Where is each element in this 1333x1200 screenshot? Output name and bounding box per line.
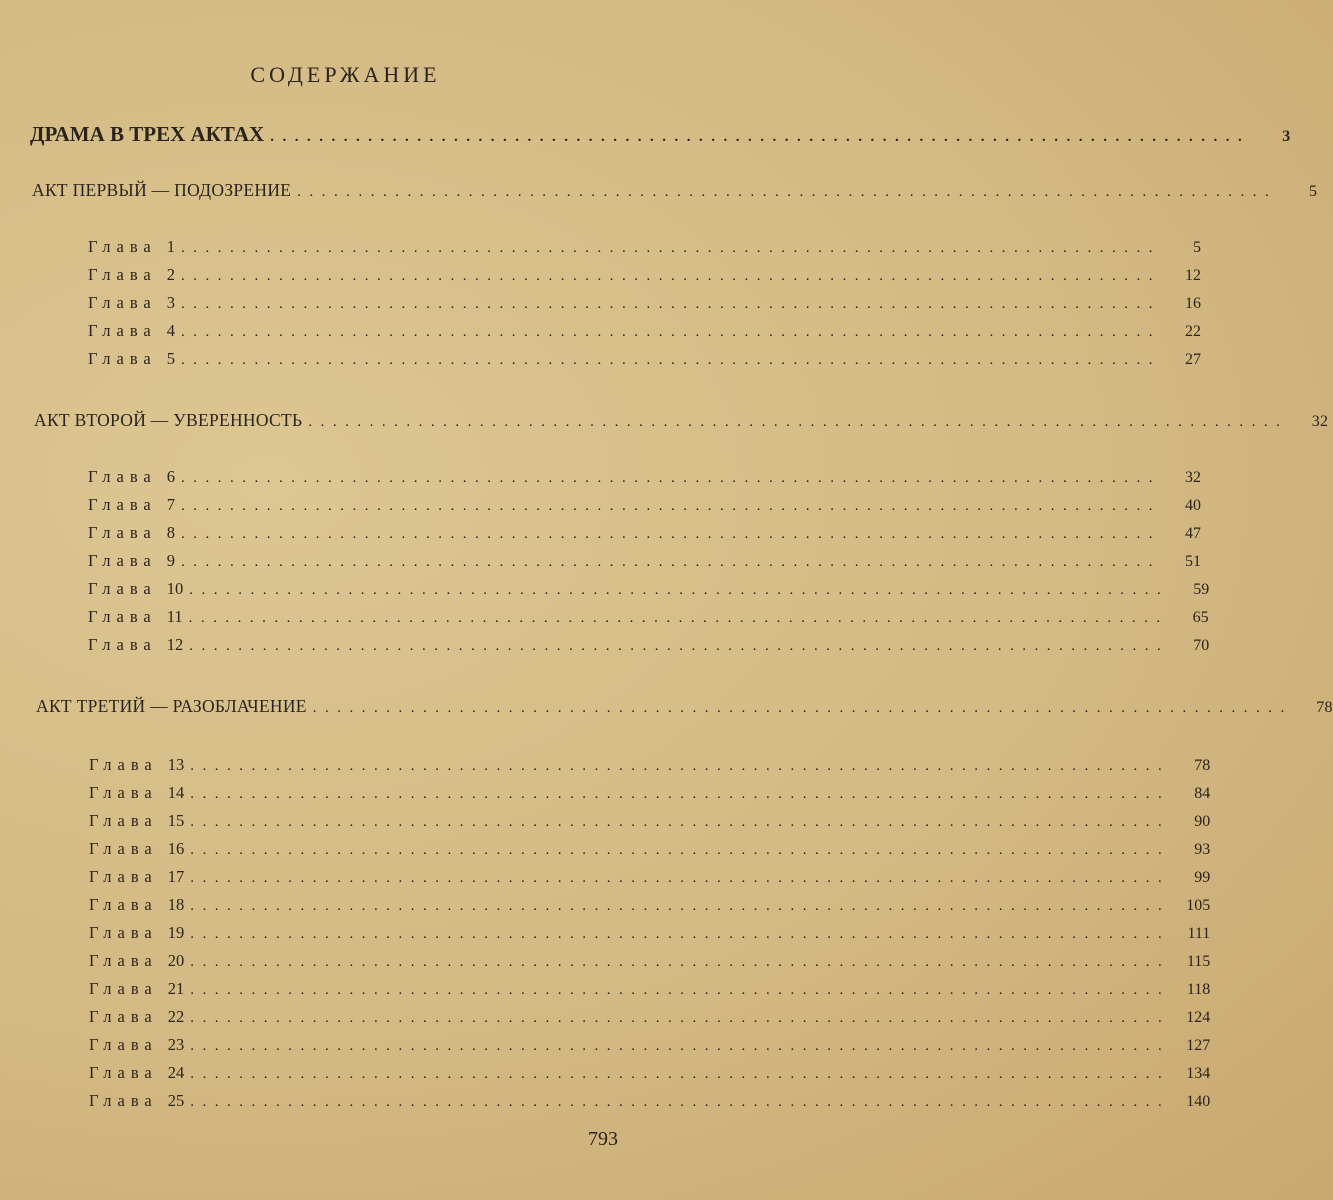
act-page: 78 [1316,699,1333,716]
chapter-word: Глава [88,495,157,514]
leader-dots: ................................................................................ [181,352,1162,368]
chapter-row [89,783,1211,803]
chapter-number: 18 [167,895,185,914]
chapter-page: 27 [1185,351,1202,368]
chapter-row [88,635,1210,655]
leader-dots: ................................................................................ [297,184,1278,200]
leader-dots: ................................................................................ [190,758,1171,774]
leader-dots: ................................................................................ [190,870,1171,886]
chapter-page: 12 [1185,267,1202,284]
chapter-number: 13 [167,755,185,774]
chapter-word: Глава [88,551,157,570]
chapter-row [89,867,1211,887]
chapter-number: 22 [167,1007,185,1026]
leader-dots: ................................................................................ [190,814,1171,830]
chapter-number: 16 [167,839,185,858]
chapter-word: Глава [89,839,158,858]
leader-dots: ................................................................................ [189,638,1170,654]
chapter-page: 134 [1186,1065,1211,1082]
chapter-row [88,579,1210,599]
chapter-page: 118 [1186,981,1211,998]
chapter-row [89,1007,1211,1027]
leader-dots: ................................................................................ [181,268,1162,284]
leader-dots: ................................................................................ [190,982,1171,998]
chapter-row [89,923,1211,943]
leader-dots: ................................................................................ [312,700,1293,716]
chapter-row [88,321,1202,341]
toc-main-page: 3 [1282,128,1291,145]
leader-dots: ................................................................................ [181,470,1162,486]
chapter-word: Глава [89,1007,158,1026]
leader-dots: ................................................................................ [188,610,1169,626]
chapter-page: 65 [1192,609,1209,626]
chapter-number: 24 [167,1063,185,1082]
leader-dots: ................................................................................ [190,842,1171,858]
chapter-word: Глава [89,1063,158,1082]
chapter-number: 2 [166,265,176,284]
chapter-word: Глава [89,979,158,998]
chapter-row [88,495,1202,515]
chapter-number: 19 [167,923,185,942]
chapter-page: 90 [1194,813,1211,830]
chapter-number: 4 [166,321,176,340]
chapter-word: Глава [88,349,157,368]
chapter-page: 22 [1185,323,1202,340]
toc-act-1 [32,180,1318,201]
chapter-word: Глава [88,607,157,626]
chapter-word: Глава [89,1091,158,1110]
chapter-word: Глава [89,811,158,830]
chapter-word: Глава [89,923,158,942]
leader-dots: ................................................................................ [190,926,1171,942]
chapter-word: Глава [88,265,157,284]
chapter-page: 140 [1186,1093,1211,1110]
chapter-page: 16 [1185,295,1202,312]
chapter-row [89,755,1211,775]
chapter-row [89,979,1211,999]
chapter-number: 10 [166,579,184,598]
page-number: 793 [588,1128,618,1150]
chapter-page: 47 [1185,525,1202,542]
chapter-word: Глава [88,293,157,312]
leader-dots: ................................................................................ [190,786,1171,802]
chapter-page: 70 [1193,637,1210,654]
chapter-word: Глава [88,635,157,654]
leader-dots: ................................................................................ [181,240,1162,256]
page-title: СОДЕРЖАНИЕ [250,62,441,87]
chapter-row [89,1063,1211,1083]
chapter-row [88,467,1202,487]
leader-dots: ................................................................................ [181,526,1162,542]
chapter-number: 12 [166,635,184,654]
chapter-word: Глава [89,783,158,802]
chapter-page: 51 [1185,553,1202,570]
chapter-number: 17 [167,867,185,886]
toc-act-3 [36,696,1333,717]
chapter-number: 23 [167,1035,185,1054]
chapter-page: 40 [1185,497,1202,514]
chapter-number: 8 [166,523,176,542]
leader-dots: ................................................................................ [270,129,1251,145]
chapter-number: 14 [167,783,185,802]
leader-dots: ................................................................................ [190,1010,1171,1026]
chapter-number: 25 [167,1091,185,1110]
chapter-row [88,293,1202,313]
leader-dots: ................................................................................ [190,898,1171,914]
leader-dots: ................................................................................ [181,324,1162,340]
toc-act-2 [34,410,1329,431]
chapter-row [88,265,1202,285]
chapter-word: Глава [89,755,158,774]
chapter-number: 20 [167,951,185,970]
leader-dots: ................................................................................ [181,498,1162,514]
act-page: 5 [1308,183,1318,200]
toc-main-label: ДРАМА В ТРЕХ АКТАХ [30,122,265,146]
chapter-page: 115 [1186,953,1211,970]
chapter-row [89,951,1211,971]
chapter-page: 32 [1185,469,1202,486]
chapter-word: Глава [89,1035,158,1054]
chapter-page: 5 [1193,239,1202,256]
chapter-page: 78 [1194,757,1211,774]
chapter-row [89,811,1211,831]
chapter-row [89,895,1211,915]
chapter-page: 84 [1194,785,1211,802]
chapter-word: Глава [89,867,158,886]
chapter-page: 111 [1187,925,1211,942]
chapter-number: 1 [166,237,176,256]
leader-dots: ................................................................................ [190,1038,1171,1054]
chapter-word: Глава [89,895,158,914]
chapter-word: Глава [88,237,157,256]
chapter-row [89,1091,1211,1111]
act-label: АКТ ТРЕТИЙ — РАЗОБЛАЧЕНИЕ [36,696,307,716]
chapter-page: 127 [1186,1037,1211,1054]
chapter-page: 99 [1194,869,1211,886]
chapter-row [88,523,1202,543]
leader-dots: ................................................................................ [181,554,1162,570]
chapter-number: 11 [166,607,183,626]
chapter-word: Глава [88,467,157,486]
chapter-page: 124 [1186,1009,1211,1026]
toc-main-entry [30,122,1291,147]
chapter-number: 6 [166,467,176,486]
leader-dots: ................................................................................ [189,582,1170,598]
chapter-row [88,237,1202,257]
chapter-number: 5 [166,349,176,368]
chapter-word: Глава [88,523,157,542]
chapter-number: 7 [166,495,176,514]
leader-dots: ................................................................................ [181,296,1162,312]
leader-dots: ................................................................................ [190,954,1171,970]
chapter-page: 105 [1186,897,1211,914]
chapter-row [89,839,1211,859]
chapter-row [88,551,1202,571]
chapter-number: 21 [167,979,185,998]
chapter-row [89,1035,1211,1055]
chapter-row [88,349,1202,369]
chapter-number: 3 [166,293,176,312]
chapter-row [88,607,1209,627]
chapter-word: Глава [88,321,157,340]
chapter-page: 59 [1193,581,1210,598]
chapter-number: 9 [166,551,176,570]
act-page: 32 [1311,413,1329,430]
act-label: АКТ ПЕРВЫЙ — ПОДОЗРЕНИЕ [32,180,292,200]
leader-dots: ................................................................................ [190,1066,1171,1082]
chapter-number: 15 [167,811,185,830]
chapter-page: 93 [1194,841,1211,858]
chapter-word: Глава [89,951,158,970]
leader-dots: ................................................................................ [308,414,1289,430]
chapter-word: Глава [88,579,157,598]
leader-dots: ................................................................................ [190,1094,1171,1110]
act-label: АКТ ВТОРОЙ — УВЕРЕННОСТЬ [34,410,303,430]
